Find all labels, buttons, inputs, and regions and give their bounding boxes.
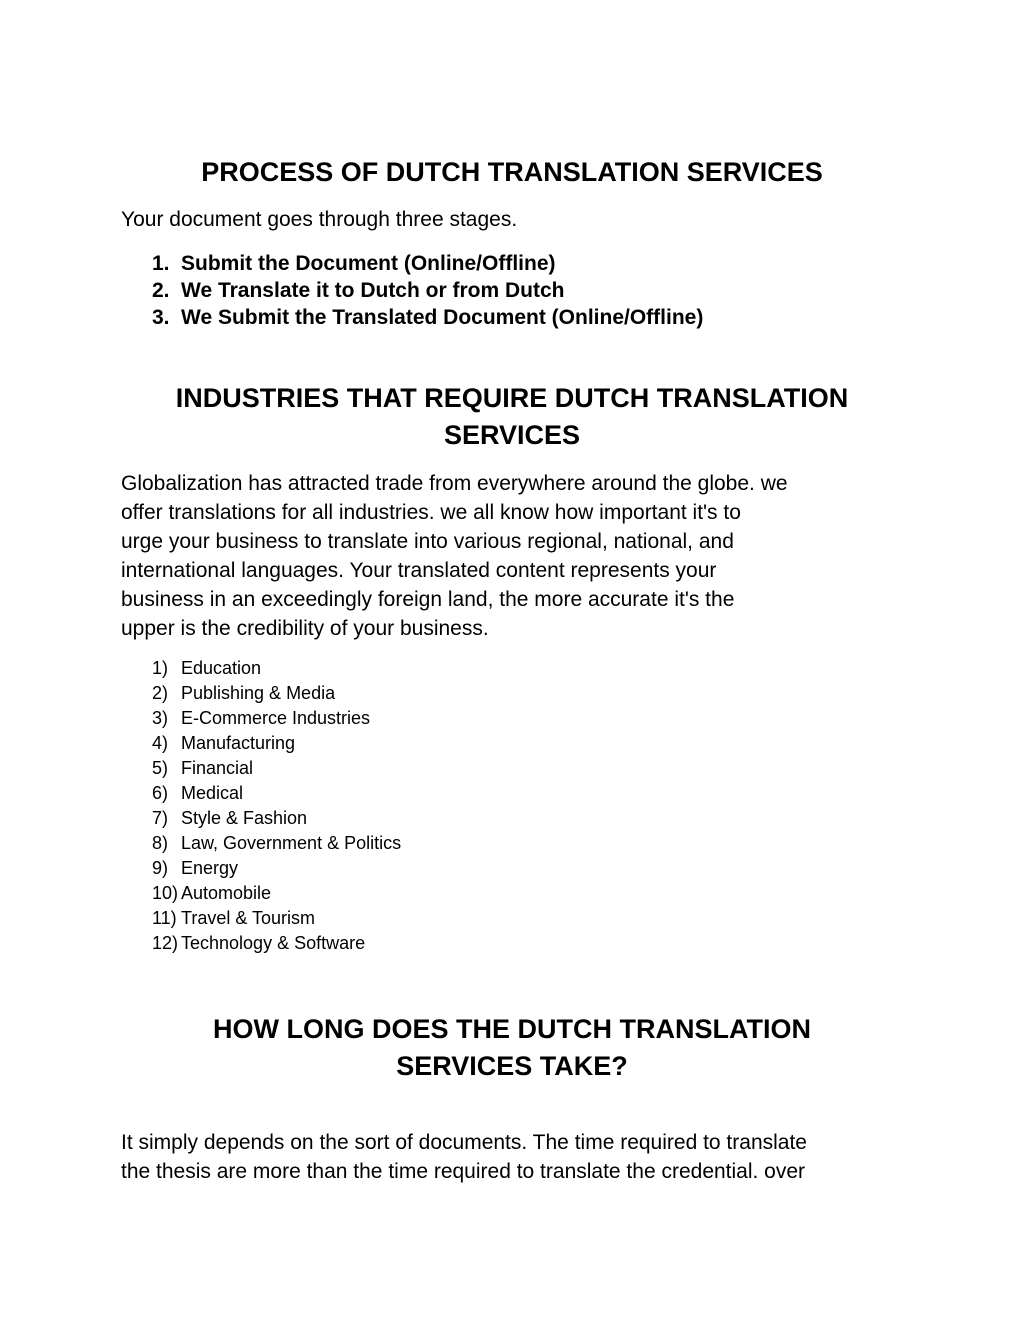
list-item-number: 6) (152, 783, 169, 803)
list-item-text: We Translate it to Dutch or from Dutch (181, 279, 565, 302)
section-industries-title-line: SERVICES (443, 420, 581, 450)
list-item (121, 681, 401, 706)
list-item (121, 706, 401, 731)
list-item-text: Travel & Tourism (181, 908, 316, 928)
list-item-text: Technology & Software (181, 933, 366, 953)
section-industries-title-line: INDUSTRIES THAT REQUIRE DUTCH TRANSLATION (175, 383, 849, 413)
paragraph-line: offer translations for all industries. we all know how important it's to (121, 501, 741, 524)
paragraph-line: Globalization has attracted trade from everywhere around the globe. we (121, 472, 788, 495)
list-item-number: 2) (152, 683, 169, 703)
list-item (121, 781, 401, 806)
section-duration-title-line: HOW LONG DOES THE DUTCH TRANSLATION (213, 1014, 811, 1044)
list-item-number: 5) (152, 758, 169, 778)
list-item-number: 9) (152, 858, 169, 878)
list-item (121, 881, 401, 906)
paragraph-line: It simply depends on the sort of documents. The time required to translate (121, 1131, 807, 1154)
list-item (121, 656, 401, 681)
list-item (121, 856, 401, 881)
list-item-number: 10) (152, 883, 179, 903)
list-item-text: Submit the Document (Online/Offline) (181, 252, 556, 275)
section-industries-paragraph (121, 469, 788, 643)
list-item (121, 304, 703, 331)
paragraph-line: upper is the credibility of your business. (121, 617, 489, 640)
list-item-text: Manufacturing (181, 733, 296, 753)
paragraph-line: urge your business to translate into various regional, national, and (121, 530, 734, 553)
section-process-title: PROCESS OF DUTCH TRANSLATION SERVICES (201, 157, 823, 187)
list-item (121, 906, 401, 931)
list-item-text: We Submit the Translated Document (Online/Offline) (181, 306, 704, 329)
list-item-text: Law, Government & Politics (181, 833, 402, 853)
paragraph-line: international languages. Your translated content represents your (121, 559, 717, 582)
section-process-intro: Your document goes through three stages. (121, 208, 518, 231)
paragraph-line: business in an exceedingly foreign land, the more accurate it's the (121, 588, 735, 611)
list-item-number: 3) (152, 708, 169, 728)
section-duration-title (100, 1011, 924, 1085)
list-item-number: 3. (152, 306, 170, 329)
list-item (121, 931, 401, 956)
list-item-text: Medical (181, 783, 244, 803)
list-item-text: Style & Fashion (181, 808, 308, 828)
industries-list (121, 656, 401, 956)
list-item-text: E-Commerce Industries (181, 708, 371, 728)
list-item-number: 7) (152, 808, 169, 828)
list-item-number: 1. (152, 252, 170, 275)
list-item-number: 1) (152, 658, 169, 678)
list-item (121, 731, 401, 756)
list-item-number: 2. (152, 279, 170, 302)
list-item (121, 806, 401, 831)
paragraph-line: the thesis are more than the time required to translate the credential. over (121, 1160, 806, 1183)
list-item (121, 250, 703, 277)
stages-list (121, 250, 703, 331)
section-duration-title-line: SERVICES TAKE? (396, 1051, 628, 1081)
list-item-text: Energy (181, 858, 239, 878)
section-industries-title (100, 380, 924, 454)
list-item-text: Automobile (181, 883, 272, 903)
list-item (121, 756, 401, 781)
list-item-text: Publishing & Media (181, 683, 336, 703)
list-item (121, 277, 703, 304)
list-item (121, 831, 401, 856)
section-duration-paragraph (121, 1128, 807, 1186)
list-item-text: Education (181, 658, 262, 678)
list-item-number: 4) (152, 733, 169, 753)
list-item-number: 11) (152, 908, 177, 928)
list-item-number: 8) (152, 833, 169, 853)
list-item-text: Financial (181, 758, 254, 778)
list-item-number: 12) (152, 933, 179, 953)
